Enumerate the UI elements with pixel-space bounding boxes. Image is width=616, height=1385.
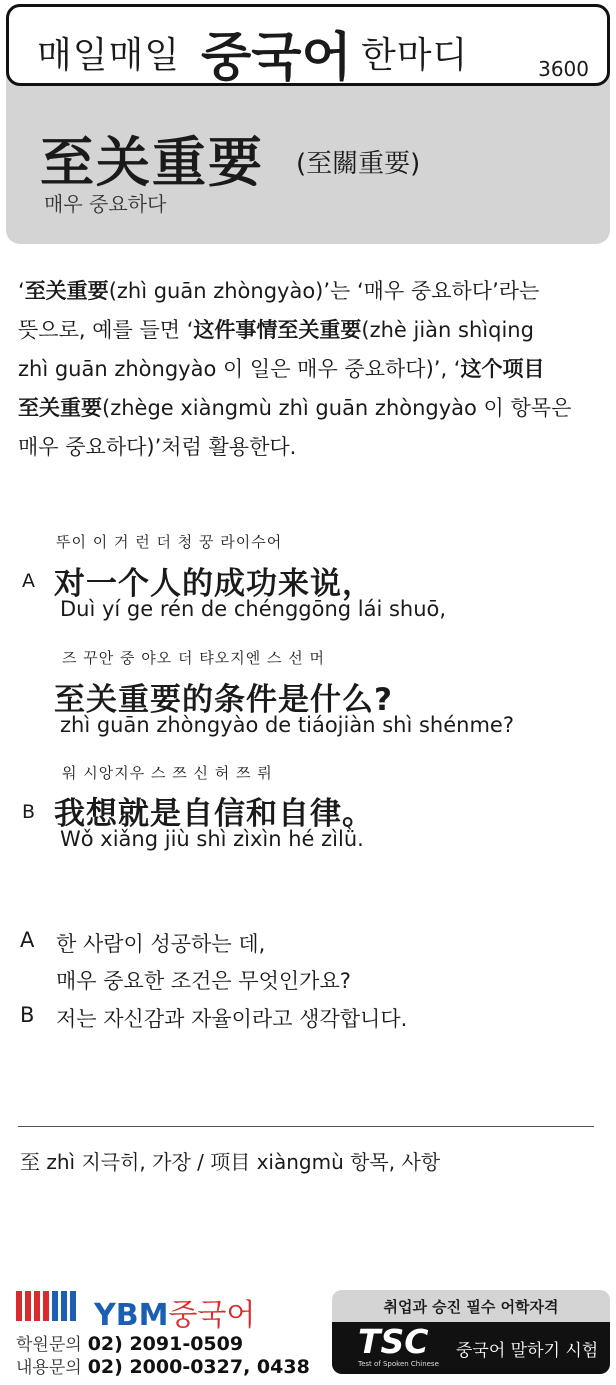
ybm-logo-icon [16, 1289, 84, 1323]
intro-line: 至关重要(zhège xiàngmù zhì guān zhòngyào 이 항목은 [18, 396, 572, 420]
pronunciation-hint: 뚜이 이 거 런 더 청 꿍 라이수어 [56, 533, 283, 551]
idiom-meaning: 매우 중요하다 [44, 192, 167, 216]
ybm-brand: YBM중국어 [94, 1298, 256, 1333]
translation-line: 저는 자신감과 자율이라고 생각합니다. [56, 1007, 408, 1031]
tsc-tagline: 취업과 승진 필수 어학자격 [383, 1298, 559, 1316]
divider [18, 1126, 594, 1127]
contact-academy: 학원문의 02) 2091-0509 [16, 1333, 244, 1355]
speaker-label-b: B [22, 801, 36, 823]
issue-number: 3600 [538, 57, 589, 81]
speaker-label-a: A [22, 570, 35, 592]
contact-content: 내용문의 02) 2000-0327, 0438 [16, 1356, 310, 1378]
translation-line: 한 사람이 성공하는 데, [56, 932, 266, 956]
tsc-bar [332, 1322, 610, 1374]
chinese-sentence: 对一个人的成功来说， [54, 566, 374, 602]
highlighted-idiom: 至关重要 [54, 682, 182, 718]
pinyin-line: Duì yí ge rén de chénggōng lái shuō, [60, 597, 447, 621]
pronunciation-hint: 워 시앙지우 스 쯔 신 허 쯔 뤼 [62, 764, 273, 782]
series-title-part1: 매일매일 [37, 35, 181, 76]
vocabulary-note: 至 zhì 지극히, 가장 / 项目 xiàngmù 항목, 사항 [20, 1150, 441, 1174]
series-title-part3: 한마디 [361, 35, 469, 76]
tsc-banner [332, 1290, 610, 1374]
intro-paragraph [18, 272, 603, 467]
pronunciation-hint: 즈 꾸안 중 야오 더 탸오지엔 스 선 머 [62, 649, 326, 667]
pinyin-line: zhì guān zhòngyào de tiáojiàn shì shénme? [60, 713, 514, 737]
pinyin-line: Wǒ xiǎng jiù shì zìxìn hé zìlǜ. [60, 827, 364, 851]
chinese-sentence: 至关重要的条件是什么? [54, 682, 393, 718]
idiom-title: 至关重要 [40, 130, 264, 194]
tsc-logo: TSC [358, 1322, 429, 1361]
translation-label-a: A [20, 928, 35, 952]
series-title-box [6, 4, 610, 86]
tsc-name: 중국어 말하기 시험 [456, 1341, 599, 1361]
chinese-sentence: 我想就是自信和自律。 [54, 796, 374, 832]
series-title-part2: 중국어 [201, 28, 352, 88]
intro-line: 뜻으로, 예를 들면 ‘这件事情至关重要(zhè jiàn shìqing [18, 318, 534, 342]
translation-label-b: B [20, 1003, 35, 1027]
intro-line: zhì guān zhòngyào 이 일은 매우 중요하다)’, ‘这个项目 [18, 357, 545, 381]
tsc-subtitle: Test of Spoken Chinese [358, 1360, 439, 1368]
intro-line: 매우 중요하다)’처럼 활용한다. [18, 435, 297, 459]
intro-line: ‘至关重要(zhì guān zhòngyào)’는 ‘매우 중요하다’라는 [18, 279, 540, 303]
translation-line: 매우 중요한 조건은 무엇인가요? [56, 969, 351, 993]
idiom-traditional: (至關重要) [296, 149, 421, 179]
